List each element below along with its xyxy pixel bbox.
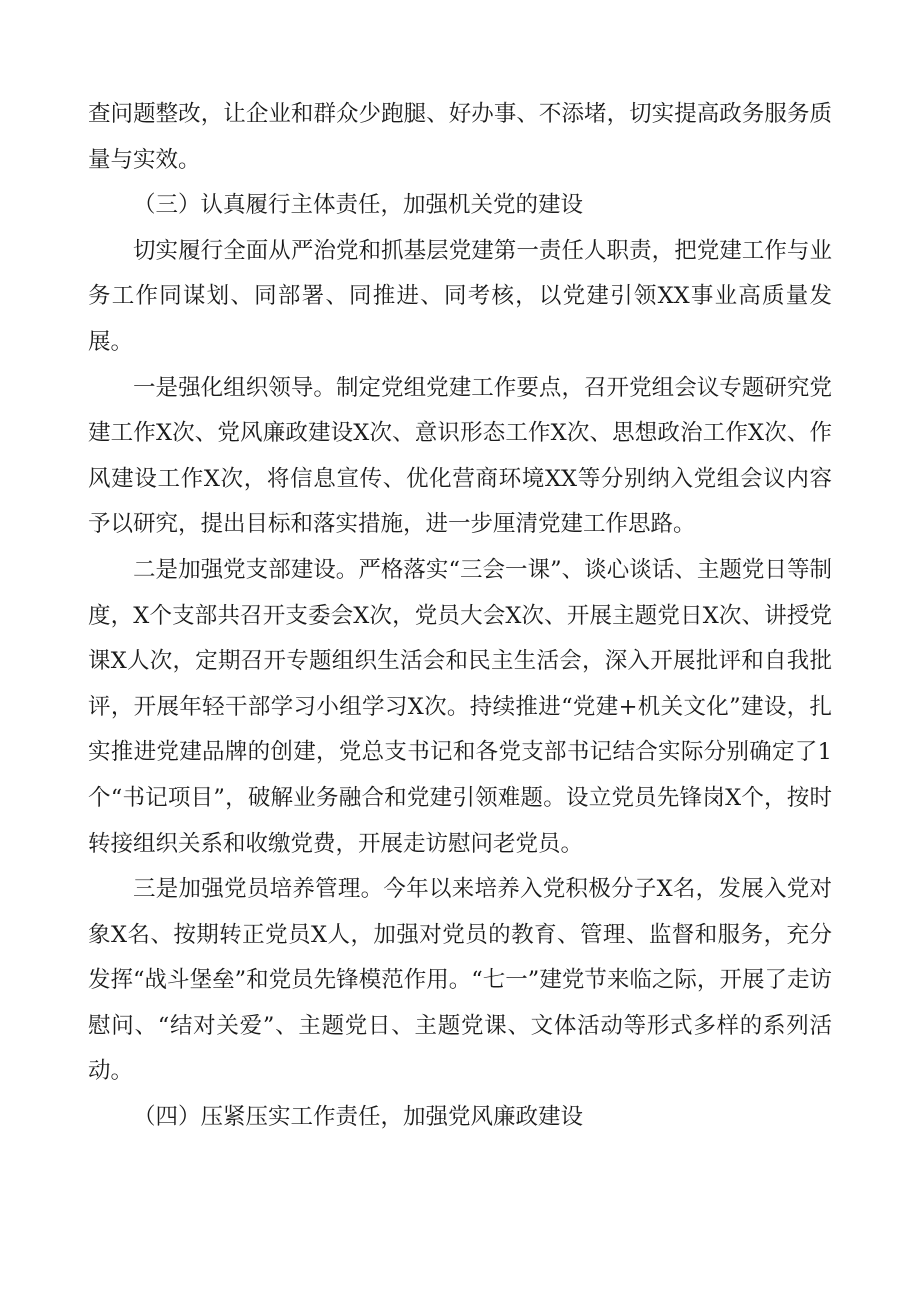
- paragraph-intro: 切实履行全面从严治党和抓基层党建第一责任人职责，把党建工作与业务工作同谋划、同部署、同推进、同考核，以党建引领XX事业高质量发展。: [88, 237, 832, 355]
- document-body: [88, 92, 832, 1141]
- paragraph-continuation: 查问题整改，让企业和群众少跑腿、好办事、不添堵，切实提高政务服务质量与实效。: [88, 101, 832, 173]
- section-heading-3: （三）认真履行主体责任，加强机关党的建设: [133, 192, 584, 219]
- paragraph-item-1: 一是强化组织领导。制定党组党建工作要点，召开党组会议专题研究党建工作X次、党风廉政建设X次、意识形态工作X次、思想政治工作X次、作风建设工作X次，将信息宣传、优化营商环境XX等分别纳入党组会议内容予以研究，提出目标和落实措施，进一步厘清党建工作思路。: [88, 374, 832, 538]
- paragraph-item-2: 二是加强党支部建设。严格落实“三会一课”、谈心谈话、主题党日等制度，X个支部共召开支委会X次，党员大会X次、开展主题党日X次、讲授党课X人次，定期召开专题组织生活会和民主生活会，深入开展批评和自我批评，开展年轻干部学习小组学习X次。持续推进“党建+机关文化”建设，扎实推进党建品牌的创建，党总支书记和各党支部书记结合实际分别确定了1个“书记项目”，破解业务融合和党建引领难题。设立党员先锋岗X个，按时转接组织关系和收缴党费，开展走访慰问老党员。: [88, 556, 832, 857]
- section-heading-4: （四）压紧压实工作责任，加强党风廉政建设: [133, 1104, 584, 1131]
- paragraph-item-3: 三是加强党员培养管理。今年以来培养入党积极分子X名，发展入党对象X名、按期转正党员X人，加强对党员的教育、管理、监督和服务，充分发挥“战斗堡垒”和党员先锋模范作用。“七一”建党节来临之际，开展了走访慰问、“结对关爱”、主题党日、主题党课、文体活动等形式多样的系列活动。: [88, 876, 832, 1085]
